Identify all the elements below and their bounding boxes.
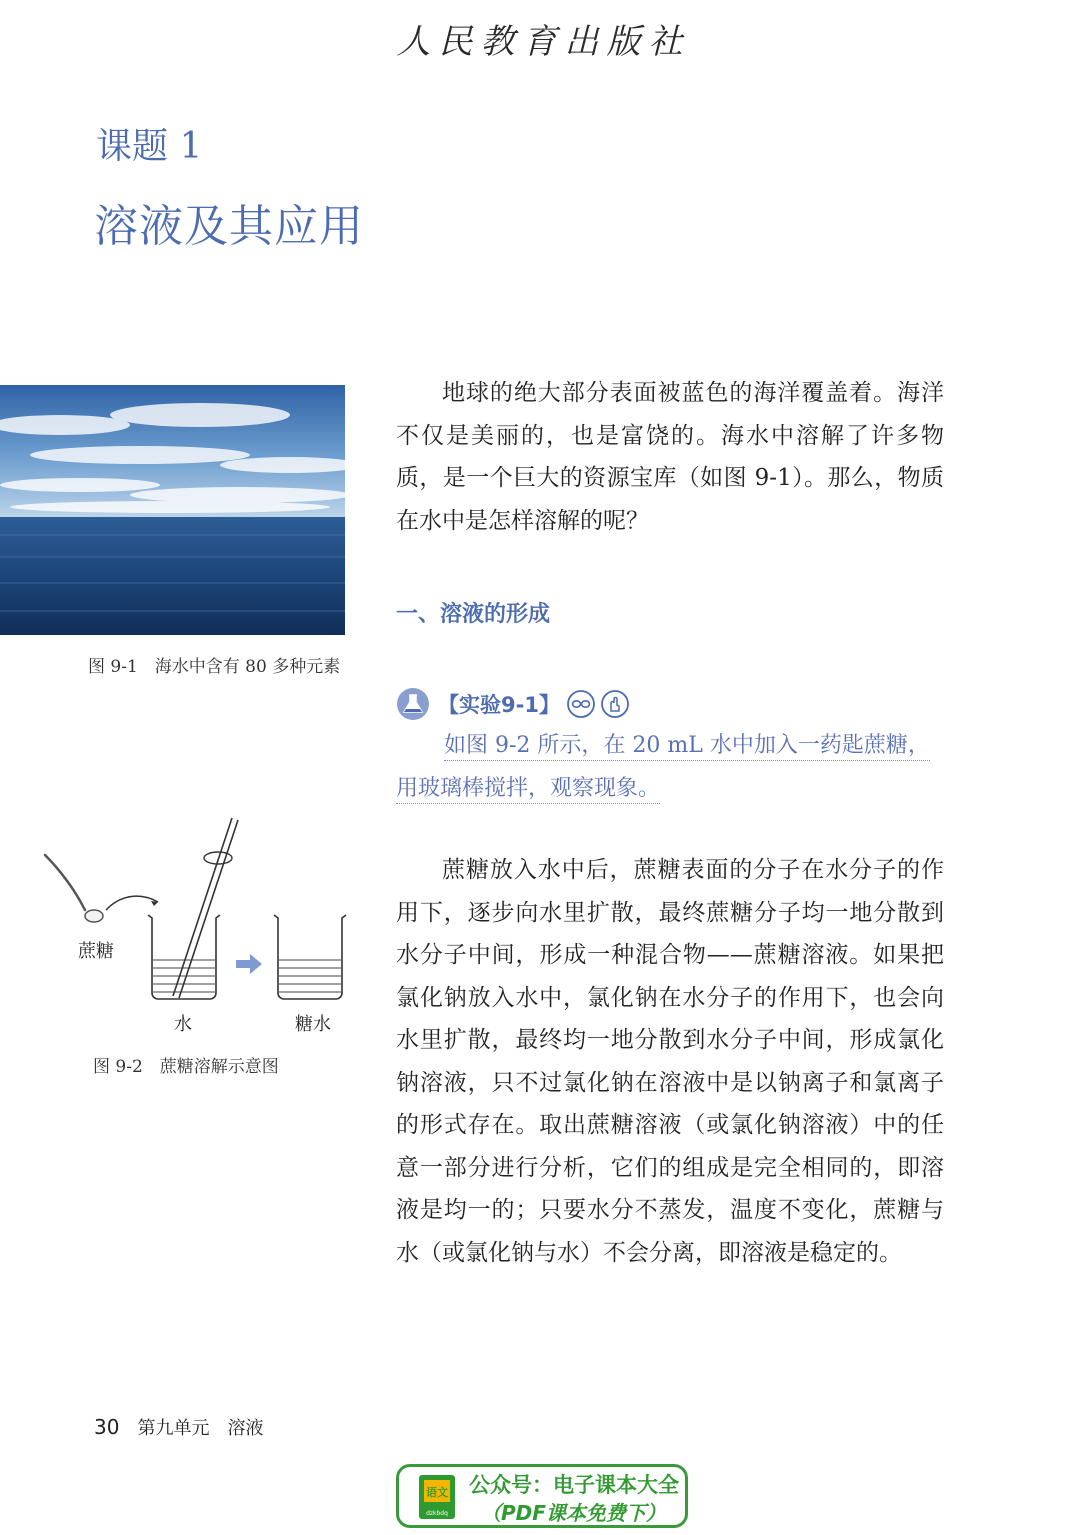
hand-wash-icon [600,689,630,719]
intro-paragraph: 地球的绝大部分表面被蓝色的海洋覆盖着。海洋不仅是美丽的，也是富饶的。海水中溶解了许多物质，是一个巨大的资源宝库（如图 9-1）。那么，物质在水中是怎样溶解的呢？ [396,380,944,534]
section-heading: 一、溶液的形成 [396,602,551,627]
sugar-dissolving-diagram [40,810,360,1040]
experiment-text: 如图 9-2 所示，在 20 mL 水中加入一药匙蔗糖，用玻璃棒搅拌，观察现象。 [396,733,930,804]
diagram-label-water: 水 [174,1014,192,1035]
main-paragraph: 蔗糖放入水中后，蔗糖表面的分子在水分子的作用下，逐步向水里扩散，最终蔗糖分子均一地分散到水分子中间，形成一种混合物——蔗糖溶液。如果把氯化钠放入水中，氯化钠在水分子的作用下，也会向水里扩散，最终均一地分散到水分子中间，形成氯化钠溶液，只不过氯化钠在溶液中是以钠离子和氯离子的形式存在。取出蔗糖溶液（或氯化钠溶液）中的任意一部分进行分析，它们的组成是完全相同的，即溶液是均一的；只要水分不蒸发，温度不变化，蔗糖与水（或氯化钠与水）不会分离，即溶液是稳定的。 [396,857,944,1266]
ocean-photo [0,385,345,635]
figure-9-2-caption: 图 9-2 蔗糖溶解示意图 [93,1057,279,1077]
figure-9-1-caption: 图 9-1 海水中含有 80 多种元素 [88,657,341,677]
svg-text:dzkbdq: dzkbdq [426,1510,448,1517]
lesson-label: 课题 1 [96,126,203,167]
page-footer [94,1414,263,1440]
experiment-label: 【实验9-1】 [438,693,560,717]
experiment-header [396,686,630,722]
lesson-title: 溶液及其应用 [94,201,364,252]
badge-line-1: 公众号：电子课本大全 [469,1473,679,1497]
experiment-instructions [396,724,944,810]
badge-line-2: （PDF课本免费下） [481,1501,666,1525]
watermark-badge[interactable] [396,1464,688,1528]
svg-text:语文: 语文 [426,1486,448,1499]
flask-icon [396,687,430,721]
unit-title: 第九单元 溶液 [137,1418,264,1439]
page-number: 30 [94,1415,120,1439]
book-icon [417,1473,457,1521]
diagram-label-sugar: 蔗糖 [78,941,114,962]
publisher-logo: 人民教育出版社 [396,22,691,62]
goggles-icon [566,689,596,719]
diagram-label-sugar-water: 糖水 [295,1014,331,1035]
